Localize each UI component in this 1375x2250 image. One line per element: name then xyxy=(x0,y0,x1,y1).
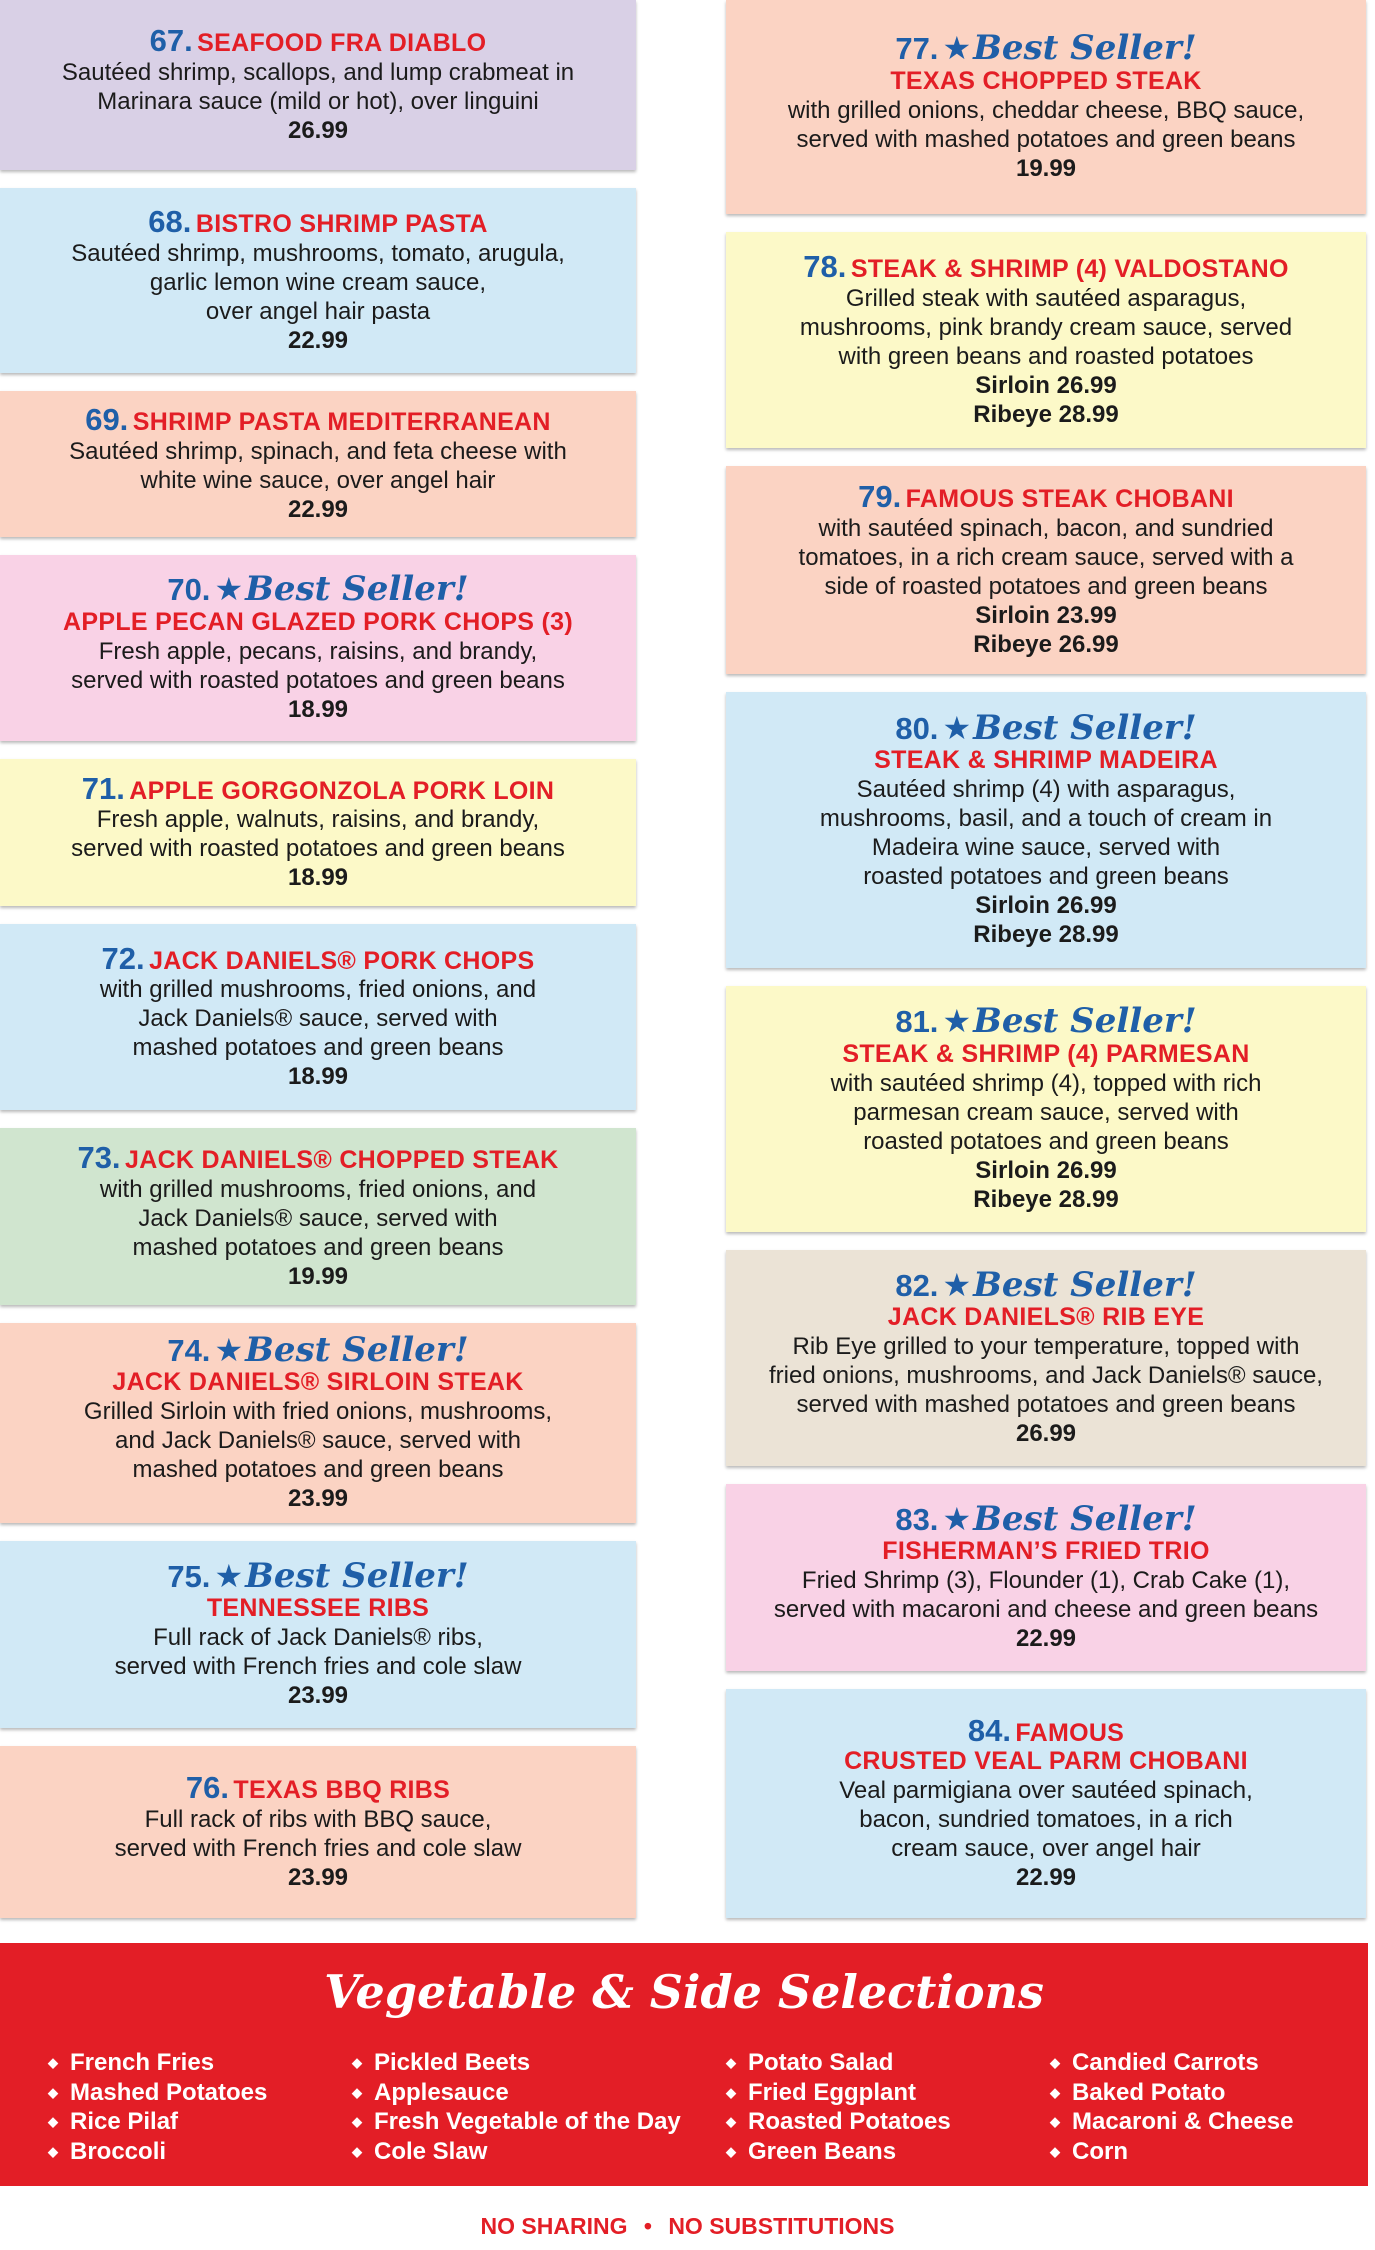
diamond-bullet-icon: ◆ xyxy=(48,2114,58,2129)
menu-item-71 xyxy=(0,759,636,906)
no-sharing-text: NO SHARING xyxy=(480,2213,628,2239)
item-description: Rib Eye grilled to your temperature, topped with fried onions, mushrooms, and Jack Daniels® sauce, served with mashed potatoes and green beans xyxy=(769,1333,1323,1419)
side-item-label: Roasted Potatoes xyxy=(748,2108,951,2135)
item-heading xyxy=(81,770,555,806)
menu-item-81 xyxy=(726,986,1366,1232)
diamond-bullet-icon: ◆ xyxy=(352,2084,362,2100)
diamond-bullet-icon: ◆ xyxy=(48,2055,58,2070)
item-number: 67. xyxy=(149,23,193,59)
item-heading xyxy=(895,707,1197,748)
sides-column-4 xyxy=(1050,2050,1293,2168)
side-item-label: Fresh Vegetable of the Day xyxy=(374,2108,681,2135)
menu-item-80 xyxy=(726,692,1366,968)
item-description: Full rack of ribs with BBQ sauce, served with French fries and cole slaw xyxy=(114,1805,522,1862)
item-price-ribeye: Ribeye 28.99 xyxy=(973,400,1119,428)
item-description: Fresh apple, walnuts, raisins, and brandy, served with roasted potatoes and green beans xyxy=(71,806,565,863)
item-price-ribeye: Ribeye 28.99 xyxy=(973,1185,1119,1213)
item-price: 22.99 xyxy=(1015,1864,1077,1892)
item-price-sirloin: Sirloin 26.99 xyxy=(975,371,1117,399)
item-name: TEXAS BBQ RIBS xyxy=(233,1776,451,1805)
star-icon: ★ xyxy=(214,1331,244,1368)
star-icon: ★ xyxy=(942,1500,972,1537)
item-price: 22.99 xyxy=(287,495,349,523)
side-item xyxy=(1050,2050,1293,2080)
separator-dot: • xyxy=(643,2213,652,2239)
menu-item-70 xyxy=(0,555,636,741)
item-number: 71. xyxy=(81,770,125,806)
diamond-bullet-icon: ◆ xyxy=(726,2055,736,2070)
item-price: 22.99 xyxy=(1015,1625,1077,1653)
item-price: 23.99 xyxy=(287,1682,349,1710)
menu-item-84 xyxy=(726,1689,1366,1918)
side-item xyxy=(726,2109,951,2139)
side-item xyxy=(48,2080,267,2110)
item-price: 23.99 xyxy=(287,1863,349,1891)
item-name: FAMOUS xyxy=(1015,1718,1125,1747)
side-item xyxy=(1050,2080,1293,2110)
item-description: Fried Shrimp (3), Flounder (1), Crab Cake (1), served with macaroni and cheese and green beans xyxy=(773,1567,1319,1624)
item-number: 82. xyxy=(895,1267,939,1303)
item-name: APPLE GORGONZOLA PORK LOIN xyxy=(129,776,555,805)
menu-item-67 xyxy=(0,0,636,170)
menu-item-75 xyxy=(0,1541,636,1728)
item-heading xyxy=(167,569,469,610)
diamond-bullet-icon: ◆ xyxy=(726,2084,736,2100)
sides-section xyxy=(0,1943,1368,2186)
side-item xyxy=(352,2139,681,2169)
item-heading xyxy=(167,1329,469,1370)
side-item-label: Macaroni & Cheese xyxy=(1072,2108,1294,2135)
item-description: with grilled onions, cheddar cheese, BBQ sauce, served with mashed potatoes and green beans xyxy=(787,96,1305,153)
item-description: Fresh apple, pecans, raisins, and brandy, served with roasted potatoes and green beans xyxy=(71,637,565,694)
item-name: FISHERMAN’S FRIED TRIO xyxy=(882,1537,1210,1566)
star-icon: ★ xyxy=(942,30,972,67)
side-item-label: Pickled Beets xyxy=(374,2049,531,2076)
item-description: Grilled steak with sautéed asparagus, mushrooms, pink brandy cream sauce, served with green beans and roasted potatoes xyxy=(799,284,1293,370)
menu-item-77 xyxy=(726,0,1366,214)
item-description: with sautéed spinach, bacon, and sundried tomatoes, in a rich cream sauce, served with a side of roasted potatoes and green beans xyxy=(798,514,1294,600)
star-icon: ★ xyxy=(214,1557,244,1594)
diamond-bullet-icon: ◆ xyxy=(352,2114,362,2129)
best-seller-label: Best Seller! xyxy=(973,707,1197,748)
item-heading xyxy=(101,940,535,976)
menu-item-83 xyxy=(726,1484,1366,1671)
item-number: 76. xyxy=(185,1770,229,1806)
side-item xyxy=(352,2080,681,2110)
side-item-label: Broccoli xyxy=(70,2137,167,2165)
side-item-label: Potato Salad xyxy=(748,2049,894,2076)
item-price: 26.99 xyxy=(1015,1420,1077,1448)
item-description: Grilled Sirloin with fried onions, mushrooms, and Jack Daniels® sauce, served with mashed potatoes and green beans xyxy=(83,1398,553,1484)
item-heading xyxy=(895,1498,1197,1539)
item-description: Sautéed shrimp, spinach, and feta cheese with white wine sauce, over angel hair xyxy=(69,437,567,494)
item-price-sirloin: Sirloin 26.99 xyxy=(975,892,1117,920)
best-seller-label: Best Seller! xyxy=(245,1555,469,1596)
item-heading xyxy=(967,1712,1125,1748)
star-icon: ★ xyxy=(942,1266,972,1303)
item-name-line-2: CRUSTED VEAL PARM CHOBANI xyxy=(844,1747,1248,1776)
item-heading xyxy=(148,206,487,239)
side-item xyxy=(726,2050,951,2080)
sides-column-3 xyxy=(726,2050,951,2168)
item-name: SEAFOOD FRA DIABLO xyxy=(197,29,487,58)
menu-item-74 xyxy=(0,1323,636,1523)
side-item-label: Green Beans xyxy=(748,2137,897,2165)
item-name: APPLE PECAN GLAZED PORK CHOPS (3) xyxy=(63,607,573,636)
diamond-bullet-icon: ◆ xyxy=(48,2143,58,2159)
diamond-bullet-icon: ◆ xyxy=(1050,2114,1060,2129)
star-icon: ★ xyxy=(942,709,972,746)
side-item-label: Baked Potato xyxy=(1072,2078,1226,2106)
sides-title: Vegetable & Side Selections xyxy=(324,1965,1044,2019)
item-heading xyxy=(803,251,1288,284)
menu-item-68 xyxy=(0,188,636,373)
side-item xyxy=(352,2109,681,2139)
item-heading xyxy=(85,404,551,437)
side-item-label: French Fries xyxy=(70,2049,215,2076)
item-description: with grilled mushrooms, fried onions, and Jack Daniels® sauce, served with mashed potatoes and green beans xyxy=(99,976,537,1062)
no-substitutions-text: NO SUBSTITUTIONS xyxy=(668,2213,895,2239)
item-heading xyxy=(186,1772,450,1805)
item-heading xyxy=(167,1555,469,1596)
best-seller-label: Best Seller! xyxy=(973,1264,1197,1305)
item-number: 73. xyxy=(77,1140,121,1176)
item-name: FAMOUS STEAK CHOBANI xyxy=(905,485,1234,514)
item-heading xyxy=(858,481,1234,514)
diamond-bullet-icon: ◆ xyxy=(352,2143,362,2159)
side-item xyxy=(726,2139,951,2169)
menu-item-79 xyxy=(726,466,1366,674)
side-item xyxy=(1050,2139,1293,2169)
side-item-label: Candied Carrots xyxy=(1072,2049,1259,2076)
item-price-sirloin: Sirloin 23.99 xyxy=(975,601,1117,629)
item-price: 26.99 xyxy=(287,116,349,144)
item-name: JACK DANIELS® SIRLOIN STEAK xyxy=(112,1368,524,1397)
side-item xyxy=(48,2109,267,2139)
item-number: 84. xyxy=(967,1712,1011,1748)
item-number: 80. xyxy=(895,710,939,746)
item-name: TEXAS CHOPPED STEAK xyxy=(890,66,1202,95)
diamond-bullet-icon: ◆ xyxy=(352,2055,362,2070)
item-name: JACK DANIELS® CHOPPED STEAK xyxy=(125,1146,559,1175)
item-number: 68. xyxy=(148,204,192,240)
item-price-sirloin: Sirloin 26.99 xyxy=(975,1156,1117,1184)
item-price: 19.99 xyxy=(287,1262,349,1290)
item-name: SHRIMP PASTA MEDITERRANEAN xyxy=(132,408,551,437)
item-name: STEAK & SHRIMP (4) VALDOSTANO xyxy=(850,255,1289,284)
item-price: 18.99 xyxy=(287,1063,349,1091)
menu-item-73 xyxy=(0,1128,636,1305)
item-price: 19.99 xyxy=(1015,154,1077,182)
menu-item-76 xyxy=(0,1746,636,1918)
item-price: 23.99 xyxy=(287,1485,349,1513)
item-heading xyxy=(150,25,487,58)
item-number: 70. xyxy=(167,572,211,608)
item-price-ribeye: Ribeye 28.99 xyxy=(973,921,1119,949)
item-number: 81. xyxy=(895,1004,939,1040)
side-item xyxy=(352,2050,681,2080)
item-number: 79. xyxy=(858,479,902,515)
sides-column-2 xyxy=(352,2050,681,2168)
item-name: JACK DANIELS® RIB EYE xyxy=(887,1303,1205,1332)
sides-column-1 xyxy=(48,2050,267,2168)
star-icon: ★ xyxy=(214,571,244,608)
item-name: STEAK & SHRIMP (4) PARMESAN xyxy=(842,1039,1250,1068)
diamond-bullet-icon: ◆ xyxy=(726,2143,736,2159)
item-number: 72. xyxy=(101,940,145,976)
menu-item-78 xyxy=(726,232,1366,448)
item-number: 75. xyxy=(167,1558,211,1594)
star-icon: ★ xyxy=(942,1003,972,1040)
item-number: 78. xyxy=(803,249,847,285)
side-item xyxy=(48,2139,267,2169)
item-price: 18.99 xyxy=(287,864,349,892)
item-description: Sautéed shrimp (4) with asparagus, mushrooms, basil, and a touch of cream in Madeira wine sauce, served with roasted potatoes and green beans xyxy=(819,776,1273,891)
side-item-label: Applesauce xyxy=(374,2078,509,2106)
item-description: Full rack of Jack Daniels® ribs, served with French fries and cole slaw xyxy=(114,1624,522,1681)
menu-item-69 xyxy=(0,391,636,537)
side-item xyxy=(726,2080,951,2110)
item-description: Sautéed shrimp, scallops, and lump crabmeat in Marinara sauce (mild or hot), over linguini xyxy=(61,58,575,115)
diamond-bullet-icon: ◆ xyxy=(726,2114,736,2129)
item-heading xyxy=(77,1142,558,1175)
item-number: 74. xyxy=(167,1332,211,1368)
diamond-bullet-icon: ◆ xyxy=(1050,2084,1060,2100)
side-item-label: Corn xyxy=(1072,2137,1128,2165)
side-item xyxy=(1050,2109,1293,2139)
side-item-label: Mashed Potatoes xyxy=(70,2078,268,2106)
menu-item-72 xyxy=(0,924,636,1110)
item-price: 18.99 xyxy=(287,695,349,723)
item-price: 22.99 xyxy=(287,326,349,354)
side-item-label: Cole Slaw xyxy=(374,2137,488,2165)
best-seller-label: Best Seller! xyxy=(245,569,469,610)
item-number: 77. xyxy=(895,31,939,67)
item-description: with grilled mushrooms, fried onions, and Jack Daniels® sauce, served with mashed potatoes and green beans xyxy=(99,1175,537,1261)
item-heading xyxy=(895,1264,1197,1305)
side-item-label: Rice Pilaf xyxy=(70,2108,179,2135)
best-seller-label: Best Seller! xyxy=(973,1001,1197,1042)
best-seller-label: Best Seller! xyxy=(973,28,1197,69)
item-name: TENNESSEE RIBS xyxy=(206,1594,430,1623)
item-heading xyxy=(895,28,1197,69)
item-heading xyxy=(895,1001,1197,1042)
side-item-label: Fried Eggplant xyxy=(748,2078,916,2106)
item-number: 83. xyxy=(895,1501,939,1537)
item-number: 69. xyxy=(85,402,129,438)
item-name: STEAK & SHRIMP MADEIRA xyxy=(874,746,1218,775)
menu-item-82 xyxy=(726,1250,1366,1466)
best-seller-label: Best Seller! xyxy=(973,1498,1197,1539)
diamond-bullet-icon: ◆ xyxy=(1050,2143,1060,2159)
item-description: with sautéed shrimp (4), topped with rich parmesan cream sauce, served with roasted potatoes and green beans xyxy=(830,1069,1262,1155)
diamond-bullet-icon: ◆ xyxy=(1050,2055,1060,2070)
best-seller-label: Best Seller! xyxy=(245,1329,469,1370)
item-description: Sautéed shrimp, mushrooms, tomato, arugula, garlic lemon wine cream sauce, over angel hair pasta xyxy=(71,239,565,325)
footer-notice xyxy=(0,2213,1375,2240)
item-price-ribeye: Ribeye 26.99 xyxy=(973,630,1119,658)
item-name: BISTRO SHRIMP PASTA xyxy=(195,210,488,239)
side-item xyxy=(48,2050,267,2080)
item-name: JACK DANIELS® PORK CHOPS xyxy=(149,946,535,975)
diamond-bullet-icon: ◆ xyxy=(48,2084,58,2100)
item-description: Veal parmigiana over sautéed spinach, bacon, sundried tomatoes, in a rich cream sauce, over angel hair xyxy=(839,1777,1253,1863)
